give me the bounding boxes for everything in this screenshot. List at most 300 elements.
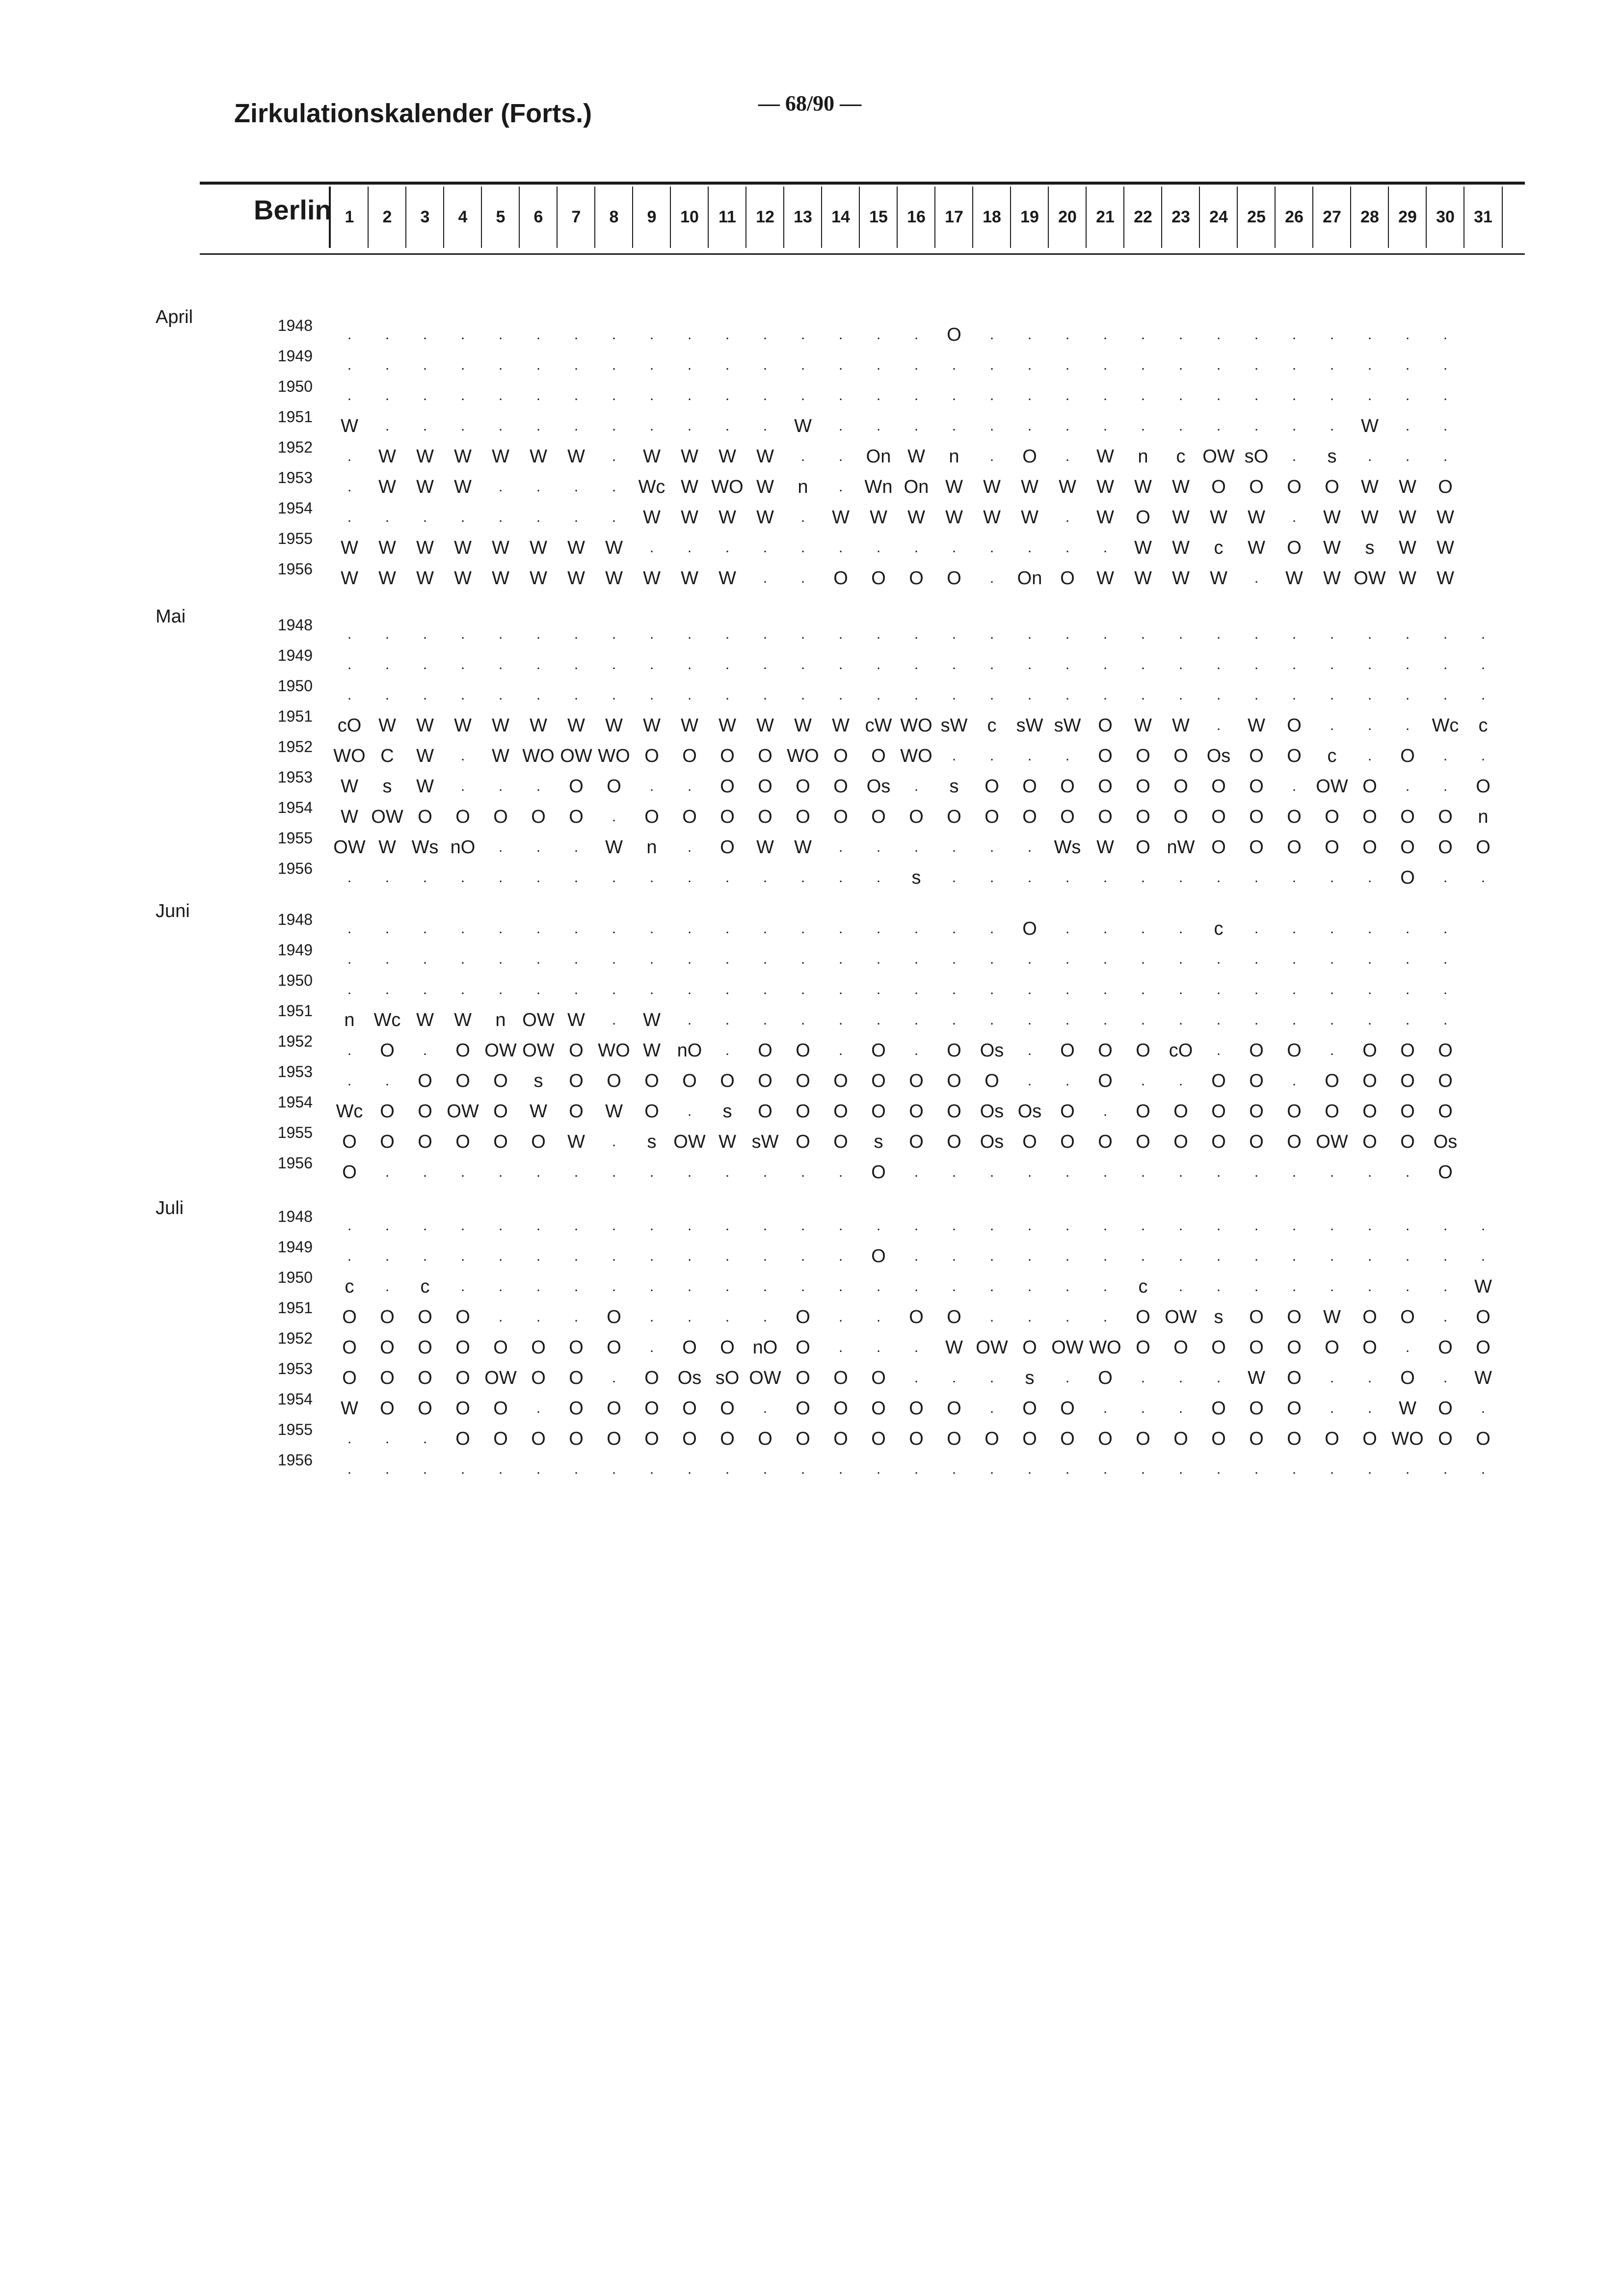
- day-header: 17: [945, 208, 963, 226]
- calendar-cell: .: [1443, 1012, 1448, 1028]
- calendar-cell: n: [798, 477, 808, 497]
- calendar-cell: .: [1443, 869, 1448, 886]
- calendar-cell: .: [1367, 326, 1372, 343]
- calendar-cell: W: [567, 1132, 585, 1152]
- calendar-cell: OW: [1202, 446, 1235, 467]
- calendar-cell: W: [718, 1132, 736, 1152]
- calendar-cell: .: [649, 1248, 654, 1264]
- day-separator: [897, 187, 898, 248]
- calendar-cell: W: [756, 837, 774, 858]
- calendar-cell: cO: [1169, 1040, 1193, 1061]
- calendar-cell: O: [1173, 1429, 1188, 1449]
- calendar-cell: O: [796, 776, 810, 797]
- calendar-cell: O: [1098, 807, 1113, 827]
- calendar-cell: .: [725, 1042, 730, 1058]
- calendar-cell: .: [1178, 1012, 1183, 1028]
- day-header: 2: [382, 208, 392, 226]
- calendar-cell: O: [1249, 807, 1264, 827]
- calendar-cell: s: [533, 1071, 543, 1091]
- calendar-cell: .: [725, 1217, 730, 1234]
- calendar-cell: O: [1136, 1040, 1150, 1061]
- calendar-cell: O: [1325, 1337, 1339, 1358]
- calendar-cell: .: [952, 626, 957, 642]
- calendar-cell: .: [498, 839, 503, 855]
- calendar-cell: .: [574, 509, 579, 525]
- calendar-cell: .: [1254, 951, 1259, 967]
- calendar-cell: .: [763, 418, 768, 434]
- calendar-cell: .: [1027, 1217, 1032, 1234]
- calendar-cell: .: [687, 357, 692, 373]
- calendar-cell: O: [909, 807, 924, 827]
- calendar-cell: .: [876, 839, 881, 855]
- calendar-cell: O: [1136, 1429, 1150, 1449]
- calendar-cell: Wc: [373, 1010, 401, 1030]
- calendar-cell: W: [907, 446, 925, 467]
- calendar-cell: .: [1254, 626, 1259, 642]
- calendar-cell: .: [498, 479, 503, 495]
- calendar-cell: .: [460, 778, 465, 794]
- calendar-cell: W: [416, 446, 434, 467]
- calendar-cell: O: [531, 1429, 546, 1449]
- calendar-cell: .: [1254, 1248, 1259, 1264]
- calendar-cell: W: [530, 568, 547, 589]
- calendar-cell: O: [1211, 1101, 1226, 1122]
- year-label: 1955: [277, 1124, 313, 1141]
- calendar-cell: O: [1287, 746, 1302, 766]
- calendar-cell: O: [1287, 538, 1302, 558]
- calendar-cell: .: [1330, 687, 1334, 703]
- calendar-cell: O: [1249, 837, 1264, 858]
- calendar-cell: .: [1405, 1278, 1410, 1295]
- calendar-cell: .: [574, 656, 579, 673]
- calendar-cell: O: [871, 1101, 886, 1122]
- calendar-cell: W: [1361, 477, 1379, 497]
- calendar-cell: O: [644, 1368, 659, 1388]
- calendar-cell: .: [763, 1278, 768, 1295]
- calendar-cell: Os: [980, 1040, 1004, 1061]
- calendar-cell: .: [1103, 1248, 1108, 1264]
- calendar-cell: .: [498, 357, 503, 373]
- calendar-cell: .: [800, 326, 805, 343]
- calendar-cell: nO: [677, 1040, 702, 1061]
- calendar-cell: O: [682, 746, 697, 766]
- calendar-cell: .: [1367, 687, 1372, 703]
- day-header: 20: [1058, 208, 1077, 226]
- calendar-cell: n: [1138, 446, 1148, 467]
- year-label: 1953: [277, 768, 313, 786]
- day-separator: [519, 187, 520, 248]
- calendar-cell: .: [1330, 1461, 1334, 1477]
- calendar-cell: .: [574, 920, 579, 937]
- calendar-cell: O: [758, 746, 772, 766]
- calendar-cell: O: [1438, 477, 1453, 497]
- calendar-cell: O: [720, 837, 735, 858]
- calendar-cell: .: [612, 920, 616, 937]
- calendar-cell: W: [530, 446, 547, 467]
- calendar-cell: O: [682, 1337, 697, 1358]
- calendar-cell: .: [876, 951, 881, 967]
- day-separator: [972, 187, 973, 248]
- calendar-cell: O: [720, 807, 735, 827]
- calendar-cell: O: [871, 746, 886, 766]
- calendar-cell: O: [1249, 746, 1264, 766]
- calendar-cell: O: [418, 807, 432, 827]
- year-label: 1953: [277, 1360, 313, 1378]
- calendar-cell: .: [347, 326, 352, 343]
- calendar-cell: W: [1248, 538, 1265, 558]
- calendar-cell: O: [1211, 807, 1226, 827]
- calendar-cell: .: [876, 920, 881, 937]
- calendar-cell: .: [1292, 656, 1297, 673]
- calendar-cell: O: [1211, 776, 1226, 797]
- calendar-cell: .: [423, 981, 427, 998]
- calendar-cell: .: [914, 326, 919, 343]
- calendar-cell: O: [644, 1429, 659, 1449]
- calendar-cell: O: [947, 324, 961, 345]
- calendar-cell: WO: [711, 477, 744, 497]
- calendar-cell: O: [1173, 1101, 1188, 1122]
- day-header: 18: [983, 208, 1001, 226]
- calendar-cell: .: [612, 387, 616, 404]
- calendar-cell: WO: [900, 715, 932, 736]
- calendar-cell: s: [949, 776, 959, 797]
- calendar-cell: .: [1103, 1400, 1108, 1416]
- calendar-cell: .: [763, 1461, 768, 1477]
- calendar-cell: O: [758, 776, 772, 797]
- calendar-cell: .: [1443, 748, 1448, 764]
- calendar-cell: .: [1443, 1217, 1448, 1234]
- day-separator: [1388, 187, 1389, 248]
- calendar-cell: .: [989, 418, 994, 434]
- calendar-cell: .: [536, 869, 541, 886]
- calendar-cell: O: [455, 1307, 470, 1327]
- calendar-cell: .: [385, 509, 390, 525]
- calendar-cell: W: [983, 507, 1001, 528]
- calendar-cell: cW: [865, 715, 892, 736]
- calendar-cell: .: [876, 981, 881, 998]
- calendar-cell: .: [1141, 981, 1145, 998]
- calendar-cell: .: [1330, 981, 1334, 998]
- calendar-cell: c: [420, 1276, 430, 1297]
- calendar-cell: .: [763, 951, 768, 967]
- calendar-cell: .: [347, 357, 352, 373]
- calendar-cell: .: [1141, 869, 1145, 886]
- calendar-cell: W: [832, 507, 850, 528]
- calendar-cell: .: [1216, 1461, 1221, 1477]
- calendar-cell: Os: [866, 776, 891, 797]
- day-separator: [1199, 187, 1200, 248]
- calendar-cell: O: [1287, 1429, 1302, 1449]
- calendar-cell: OW: [1165, 1307, 1197, 1327]
- calendar-cell: .: [838, 951, 843, 967]
- calendar-cell: .: [1141, 951, 1145, 967]
- calendar-cell: n: [646, 837, 657, 858]
- calendar-cell: .: [914, 778, 919, 794]
- calendar-cell: O: [833, 1132, 848, 1152]
- calendar-cell: OW: [1316, 776, 1348, 797]
- calendar-cell: O: [1136, 776, 1150, 797]
- calendar-cell: .: [498, 509, 503, 525]
- calendar-cell: s: [722, 1101, 732, 1122]
- calendar-cell: .: [536, 920, 541, 937]
- calendar-cell: O: [455, 1071, 470, 1091]
- calendar-cell: O: [720, 746, 735, 766]
- calendar-cell: .: [1292, 509, 1297, 525]
- calendar-cell: .: [385, 920, 390, 937]
- calendar-cell: .: [574, 981, 579, 998]
- calendar-cell: W: [530, 715, 547, 736]
- calendar-cell: .: [536, 387, 541, 404]
- calendar-cell: W: [1021, 477, 1038, 497]
- calendar-cell: .: [498, 1278, 503, 1295]
- calendar-cell: O: [1022, 1429, 1037, 1449]
- calendar-cell: .: [914, 839, 919, 855]
- calendar-cell: W: [1172, 568, 1190, 589]
- calendar-cell: .: [838, 479, 843, 495]
- calendar-cell: W: [567, 568, 585, 589]
- calendar-cell: .: [952, 387, 957, 404]
- calendar-cell: nO: [752, 1337, 778, 1358]
- calendar-cell: .: [725, 1012, 730, 1028]
- calendar-cell: O: [1287, 837, 1302, 858]
- year-label: 1955: [277, 829, 313, 847]
- calendar-cell: .: [460, 687, 465, 703]
- calendar-cell: .: [574, 418, 579, 434]
- calendar-cell: .: [498, 951, 503, 967]
- calendar-cell: On: [1017, 568, 1042, 589]
- calendar-cell: O: [1249, 1040, 1264, 1061]
- calendar-cell: O: [569, 1101, 584, 1122]
- calendar-cell: .: [1027, 326, 1032, 343]
- calendar-cell: .: [1103, 1278, 1108, 1295]
- calendar-cell: O: [342, 1368, 357, 1388]
- calendar-cell: .: [347, 656, 352, 673]
- calendar-cell: s: [911, 867, 921, 888]
- calendar-cell: .: [1065, 1309, 1070, 1325]
- day-header: 19: [1020, 208, 1039, 226]
- calendar-cell: .: [649, 418, 654, 434]
- calendar-cell: .: [498, 981, 503, 998]
- calendar-cell: .: [914, 1278, 919, 1295]
- calendar-cell: .: [1178, 1073, 1183, 1089]
- calendar-cell: .: [1103, 418, 1108, 434]
- calendar-cell: .: [612, 479, 616, 495]
- calendar-cell: .: [1178, 687, 1183, 703]
- calendar-cell: .: [952, 656, 957, 673]
- calendar-cell: O: [1438, 837, 1453, 858]
- calendar-cell: .: [800, 570, 805, 586]
- calendar-cell: O: [1249, 1101, 1264, 1122]
- calendar-cell: .: [1367, 1012, 1372, 1028]
- calendar-cell: Wc: [638, 477, 665, 497]
- calendar-cell: O: [531, 1132, 546, 1152]
- calendar-cell: O: [531, 1337, 546, 1358]
- calendar-cell: .: [763, 326, 768, 343]
- calendar-cell: .: [1065, 748, 1070, 764]
- calendar-cell: .: [1481, 626, 1486, 642]
- year-label: 1948: [277, 616, 313, 634]
- calendar-cell: .: [1178, 626, 1183, 642]
- calendar-cell: .: [838, 1012, 843, 1028]
- calendar-cell: .: [1027, 1042, 1032, 1058]
- calendar-cell: W: [416, 1010, 434, 1030]
- calendar-cell: Os: [1017, 1101, 1042, 1122]
- calendar-cell: .: [649, 656, 654, 673]
- calendar-cell: .: [460, 387, 465, 404]
- calendar-cell: O: [833, 746, 848, 766]
- day-header: 26: [1285, 208, 1304, 226]
- calendar-cell: O: [493, 1071, 508, 1091]
- calendar-cell: sW: [1016, 715, 1043, 736]
- calendar-cell: O: [833, 1368, 848, 1388]
- calendar-cell: .: [1178, 1217, 1183, 1234]
- calendar-cell: .: [1027, 418, 1032, 434]
- calendar-cell: W: [416, 715, 434, 736]
- calendar-cell: W: [718, 507, 736, 528]
- day-header: 15: [869, 208, 888, 226]
- calendar-cell: .: [838, 981, 843, 998]
- calendar-cell: .: [1481, 1461, 1486, 1477]
- calendar-cell: .: [876, 656, 881, 673]
- year-label: 1952: [277, 1329, 313, 1347]
- calendar-cell: O: [1136, 746, 1150, 766]
- calendar-cell: .: [763, 869, 768, 886]
- calendar-cell: .: [1481, 748, 1486, 764]
- calendar-cell: .: [1216, 387, 1221, 404]
- calendar-cell: O: [1325, 1071, 1339, 1091]
- calendar-cell: Os: [1433, 1132, 1458, 1152]
- calendar-cell: .: [1065, 920, 1070, 937]
- calendar-cell: Wc: [1432, 715, 1459, 736]
- calendar-cell: Os: [980, 1132, 1004, 1152]
- calendar-cell: .: [1330, 951, 1334, 967]
- calendar-cell: .: [838, 326, 843, 343]
- calendar-cell: O: [1287, 715, 1302, 736]
- calendar-cell: .: [838, 387, 843, 404]
- calendar-cell: W: [341, 538, 358, 558]
- calendar-cell: .: [460, 981, 465, 998]
- calendar-cell: s: [874, 1132, 883, 1152]
- calendar-cell: O: [1287, 807, 1302, 827]
- calendar-cell: n: [495, 1010, 506, 1030]
- calendar-cell: W: [1323, 538, 1341, 558]
- calendar-cell: .: [1216, 1370, 1221, 1386]
- calendar-cell: .: [1141, 357, 1145, 373]
- calendar-cell: O: [418, 1071, 432, 1091]
- calendar-cell: O: [1438, 1398, 1453, 1419]
- calendar-cell: .: [1254, 1461, 1259, 1477]
- calendar-cell: .: [649, 951, 654, 967]
- calendar-cell: .: [1443, 656, 1448, 673]
- calendar-cell: Wn: [864, 477, 893, 497]
- day-separator: [1426, 187, 1427, 248]
- calendar-cell: .: [1027, 839, 1032, 855]
- calendar-cell: .: [838, 1309, 843, 1325]
- calendar-cell: .: [423, 951, 427, 967]
- calendar-cell: .: [536, 357, 541, 373]
- calendar-cell: W: [1474, 1276, 1492, 1297]
- calendar-cell: O: [1136, 1307, 1150, 1327]
- calendar-cell: .: [763, 1309, 768, 1325]
- calendar-cell: .: [800, 540, 805, 556]
- calendar-cell: .: [1292, 1248, 1297, 1264]
- calendar-cell: .: [1254, 326, 1259, 343]
- day-separator: [934, 187, 935, 248]
- calendar-cell: O: [1098, 1132, 1113, 1152]
- calendar-cell: W: [341, 807, 358, 827]
- calendar-cell: .: [536, 1164, 541, 1180]
- calendar-cell: .: [725, 418, 730, 434]
- calendar-cell: .: [612, 1217, 616, 1234]
- calendar-cell: .: [876, 387, 881, 404]
- calendar-cell: O: [418, 1368, 432, 1388]
- calendar-cell: O: [871, 1162, 886, 1183]
- calendar-cell: O: [1060, 568, 1075, 589]
- calendar-cell: c: [1214, 538, 1224, 558]
- calendar-cell: .: [498, 1248, 503, 1264]
- year-label: 1952: [277, 738, 313, 756]
- calendar-cell: .: [1103, 540, 1108, 556]
- calendar-cell: .: [536, 326, 541, 343]
- calendar-cell: O: [1249, 1132, 1264, 1152]
- calendar-cell: .: [460, 1248, 465, 1264]
- calendar-cell: .: [1443, 626, 1448, 642]
- calendar-cell: .: [1405, 1248, 1410, 1264]
- calendar-cell: .: [612, 981, 616, 998]
- calendar-cell: .: [1292, 418, 1297, 434]
- calendar-cell: .: [423, 387, 427, 404]
- calendar-cell: O: [871, 1398, 886, 1419]
- calendar-cell: .: [649, 1461, 654, 1477]
- day-separator: [821, 187, 822, 248]
- calendar-cell: .: [1027, 540, 1032, 556]
- calendar-cell: .: [536, 509, 541, 525]
- calendar-cell: Os: [980, 1101, 1004, 1122]
- calendar-cell: .: [347, 1431, 352, 1447]
- calendar-cell: O: [984, 776, 999, 797]
- calendar-cell: .: [838, 448, 843, 464]
- calendar-cell: .: [460, 326, 465, 343]
- calendar-cell: .: [876, 418, 881, 434]
- calendar-cell: O: [418, 1398, 432, 1419]
- calendar-cell: WO: [598, 1040, 630, 1061]
- year-label: 1950: [277, 1269, 313, 1286]
- calendar-cell: .: [612, 656, 616, 673]
- page-title: Zirkulationskalender (Forts.): [234, 99, 592, 128]
- calendar-cell: .: [574, 479, 579, 495]
- calendar-cell: .: [687, 920, 692, 937]
- calendar-cell: W: [454, 715, 472, 736]
- day-separator: [557, 187, 558, 248]
- calendar-cell: .: [800, 951, 805, 967]
- calendar-cell: O: [758, 1071, 772, 1091]
- calendar-cell: .: [763, 656, 768, 673]
- calendar-cell: O: [984, 1429, 999, 1449]
- calendar-cell: O: [1098, 715, 1113, 736]
- calendar-cell: .: [1443, 387, 1448, 404]
- calendar-cell: .: [952, 1012, 957, 1028]
- calendar-cell: .: [536, 479, 541, 495]
- calendar-cell: .: [1027, 748, 1032, 764]
- calendar-cell: .: [649, 1164, 654, 1180]
- calendar-cell: .: [612, 1164, 616, 1180]
- calendar-cell: .: [800, 1278, 805, 1295]
- calendar-cell: O: [1362, 1071, 1377, 1091]
- calendar-cell: .: [1141, 1217, 1145, 1234]
- calendar-cell: .: [536, 418, 541, 434]
- day-separator: [329, 187, 331, 248]
- calendar-cell: .: [1216, 981, 1221, 998]
